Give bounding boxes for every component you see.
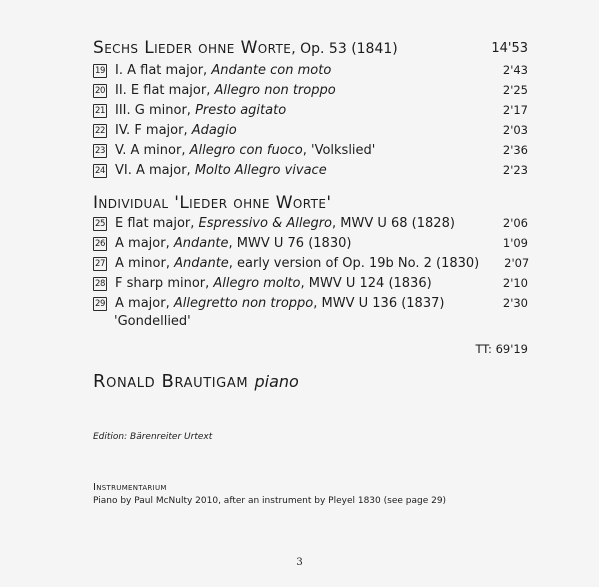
- track-duration: 2'03: [502, 123, 528, 137]
- performer: [93, 371, 299, 392]
- track-row: [93, 140, 528, 160]
- track-suffix: , MWV U 68 (1828): [332, 215, 455, 231]
- track-row: [93, 100, 528, 120]
- track-row: [93, 120, 528, 140]
- track-number-badge: 19: [94, 66, 106, 76]
- track-continuation: [93, 311, 528, 331]
- track-key: A major,: [115, 295, 174, 311]
- track-tempo: Allegretto non troppo: [173, 295, 314, 311]
- edition-note: Edition: Bärenreiter Urtext: [93, 432, 213, 442]
- section-duration: 14'53: [491, 40, 528, 56]
- track-key: E flat major,: [115, 215, 199, 231]
- track-duration: 1'09: [502, 236, 528, 250]
- track-row: [93, 233, 528, 253]
- total-time: TT: 69'19: [475, 342, 528, 356]
- track-duration: 2'30: [502, 296, 528, 310]
- track-tempo: Allegro non troppo: [214, 82, 336, 98]
- track-duration: 2'10: [502, 276, 528, 290]
- track-suffix: , MWV U 76 (1830): [228, 235, 352, 251]
- track-row: [93, 160, 528, 180]
- performer-role: piano: [254, 372, 299, 391]
- track-tempo: Espressivo & Allegro: [198, 215, 332, 231]
- section-title: Individual 'Lieder ohne Worte': [93, 193, 332, 213]
- track-number-badge: 27: [94, 259, 106, 269]
- section-title: Sechs Lieder ohne Worte: [93, 38, 292, 58]
- track-number-badge: 28: [94, 279, 106, 289]
- track-row: [93, 60, 528, 80]
- track-suffix: , early version of Op. 19b No. 2 (1830): [228, 255, 480, 271]
- track-suffix: , 'Volkslied': [302, 142, 376, 158]
- track-tempo: Andante con moto: [211, 62, 332, 78]
- track-key: A minor,: [115, 255, 175, 271]
- track-duration: 2'23: [502, 163, 528, 177]
- track-row: [93, 80, 528, 100]
- track-duration: 2'25: [502, 83, 528, 97]
- track-number-badge: 21: [94, 106, 106, 116]
- track-subtitle: 'Gondellied': [114, 313, 191, 329]
- track-duration: 2'06: [502, 216, 528, 230]
- section-heading-op53: [93, 38, 528, 58]
- track-suffix: , MWV U 124 (1836): [300, 275, 432, 291]
- track-key: II. E flat major,: [115, 82, 215, 98]
- track-row: [93, 213, 528, 233]
- track-tempo: Andante: [174, 255, 229, 271]
- track-number-badge: 20: [94, 86, 106, 96]
- track-number-badge: 29: [94, 299, 106, 309]
- track-number-badge: 24: [94, 166, 106, 176]
- track-row: [93, 253, 528, 273]
- track-duration: 2'36: [502, 143, 528, 157]
- track-tempo: Allegro con fuoco: [189, 142, 303, 158]
- section-heading-individual: [93, 193, 528, 213]
- track-tempo: Presto agitato: [195, 102, 287, 118]
- track-key: A major,: [115, 235, 174, 251]
- performer-name: Ronald Brautigam: [93, 371, 249, 392]
- track-key: V. A minor,: [115, 142, 190, 158]
- track-duration: 2'43: [502, 63, 528, 77]
- track-key: III. G minor,: [115, 102, 196, 118]
- track-key: F sharp minor,: [115, 275, 214, 291]
- page-number: 3: [296, 557, 303, 568]
- track-duration: 2'17: [502, 103, 528, 117]
- track-key: IV. F major,: [115, 122, 192, 138]
- section-opus: , Op. 53 (1841): [291, 41, 398, 57]
- instrumentarium-text: Piano by Paul McNulty 2010, after an instrument by Pleyel 1830 (see page 29): [93, 496, 447, 506]
- track-number-badge: 23: [94, 146, 106, 156]
- track-tempo: Adagio: [191, 122, 237, 138]
- track-number-badge: 22: [94, 126, 106, 136]
- track-key: I. A flat major,: [115, 62, 212, 78]
- instrumentarium-heading: Instrumentarium: [93, 482, 167, 493]
- track-duration: 2'07: [504, 256, 530, 270]
- track-number-badge: 26: [94, 239, 106, 249]
- track-key: VI. A major,: [115, 162, 195, 178]
- track-suffix: , MWV U 136 (1837): [313, 295, 445, 311]
- track-tempo: Andante: [173, 235, 229, 251]
- track-number-badge: 25: [94, 219, 106, 229]
- track-row: [93, 273, 528, 293]
- track-row: [93, 293, 528, 313]
- track-tempo: Allegro molto: [213, 275, 301, 291]
- track-tempo: Molto Allegro vivace: [194, 162, 327, 178]
